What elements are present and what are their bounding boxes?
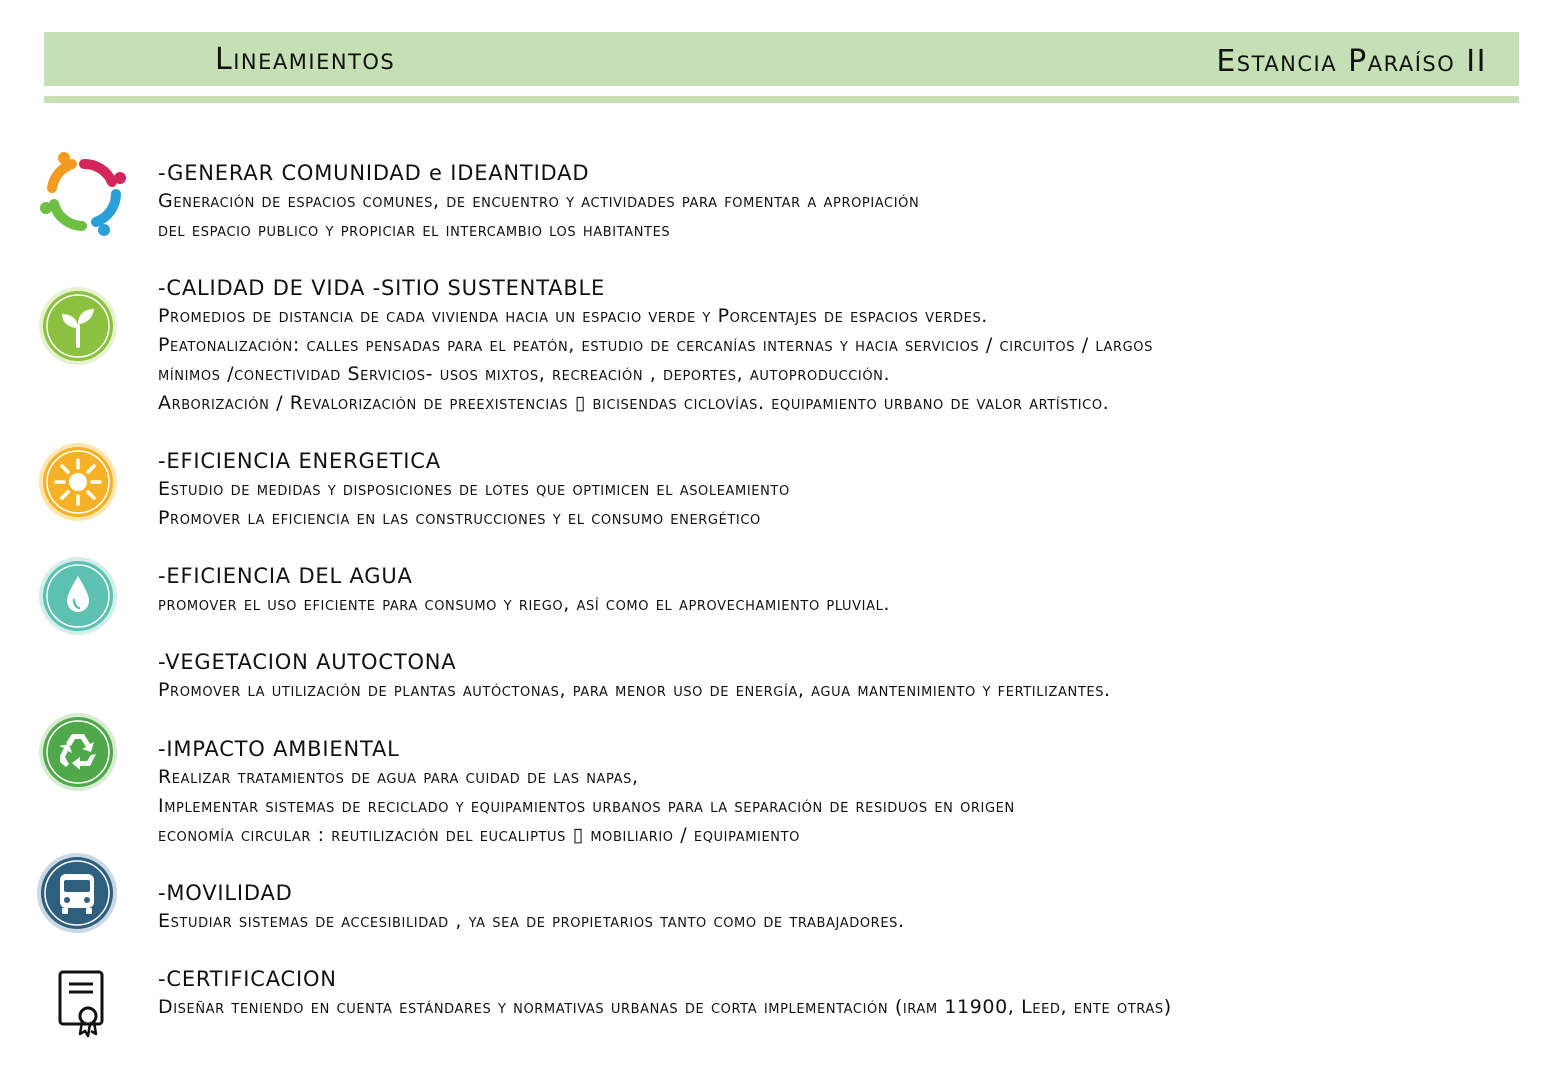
section-text: economía circular : reutilización del eucaliptus ▯ mobiliario / equipamiento [158, 824, 800, 846]
section-vegetacion [158, 648, 1498, 705]
section-title: -GENERAR COMUNIDAD e IDEANTIDAD [158, 161, 590, 185]
section-text: Diseñar teniendo en cuenta estándares y normativas urbanas de corta implementación (iram 11900, Leed, ente otras) [158, 996, 1172, 1018]
section-eficiencia-agua [158, 562, 1498, 619]
section-text: del espacio publico y propiciar el intercambio los habitantes [158, 219, 671, 241]
section-calidad-de-vida [158, 274, 1498, 418]
community-icon [34, 146, 134, 242]
bus-icon [36, 852, 118, 934]
section-text: Promover la eficiencia en las construcciones y el consumo energético [158, 507, 761, 529]
project-name: Estancia Paraíso II [1216, 44, 1487, 79]
header-divider [44, 96, 1519, 103]
page-title: Lineamientos [215, 42, 396, 77]
section-certificacion [158, 965, 1498, 1022]
section-text: Realizar tratamientos de agua para cuidad de las napas, [158, 766, 639, 788]
section-text: promover el uso eficiente para consumo y riego, así como el aprovechamiento pluvial. [158, 593, 891, 615]
section-text: Promedios de distancia de cada vivienda hacia un espacio verde y Porcentajes de espacios verdes. [158, 305, 988, 327]
section-eficiencia-energetica [158, 447, 1498, 533]
section-text: Estudio de medidas y disposiciones de lotes que optimicen el asoleamiento [158, 478, 790, 500]
section-title: -CERTIFICACION [158, 967, 337, 991]
sprout-icon [38, 286, 118, 366]
section-comunidad [158, 159, 1498, 245]
section-title: -EFICIENCIA DEL AGUA [158, 564, 413, 588]
section-text: Promover la utilización de plantas autóctonas, para menor uso de energía, agua mantenimiento y fertilizantes. [158, 679, 1111, 701]
water-drop-icon [38, 556, 118, 636]
section-title: -MOVILIDAD [158, 881, 293, 905]
section-title: -CALIDAD DE VIDA -SITIO SUSTENTABLE [158, 276, 606, 300]
section-text: Estudiar sistemas de accesibilidad , ya sea de propietarios tanto como de trabajadores. [158, 910, 905, 932]
section-impacto-ambiental [158, 735, 1498, 850]
section-text: Arborización / Revalorización de preexistencias ▯ bicisendas ciclovías. equipamiento urbano de valor artístico. [158, 392, 1110, 414]
section-title: -VEGETACION AUTOCTONA [158, 650, 457, 674]
recycle-icon [38, 712, 118, 792]
section-text: Peatonalización: calles pensadas para el peatón, estudio de cercanías internas y hacia servicios / circuitos / largos [158, 334, 1153, 356]
section-title: -IMPACTO AMBIENTAL [158, 737, 400, 761]
section-text: Generación de espacios comunes, de encuentro y actividades para fomentar a apropiación [158, 190, 920, 212]
certificate-icon [54, 968, 110, 1038]
section-title: -EFICIENCIA ENERGETICA [158, 449, 441, 473]
sun-icon [38, 442, 118, 522]
section-text: mínimos /conectividad Servicios- usos mixtos, recreación , deportes, autoproducción. [158, 363, 891, 385]
section-text: Implementar sistemas de reciclado y equipamientos urbanos para la separación de residuos en origen [158, 795, 1015, 817]
section-movilidad [158, 879, 1498, 936]
